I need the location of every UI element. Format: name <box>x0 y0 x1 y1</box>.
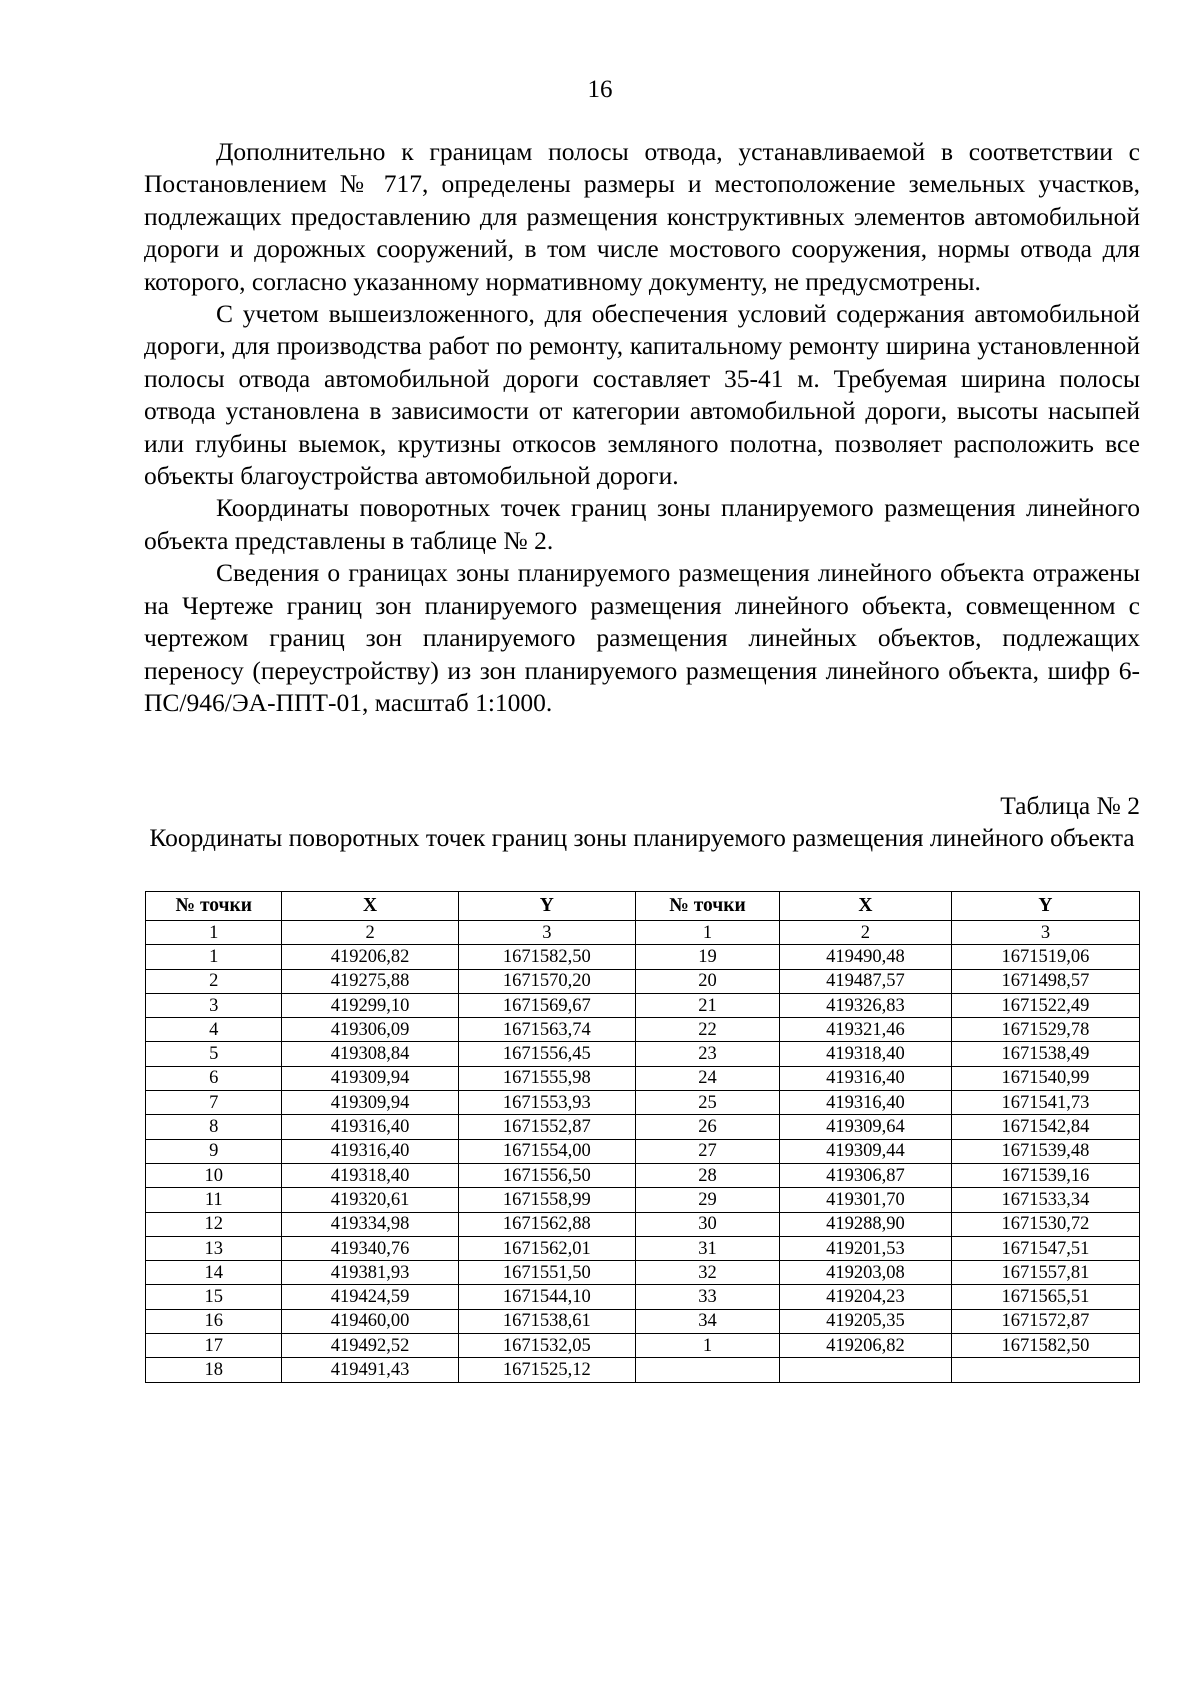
table-cell: 8 <box>146 1115 282 1139</box>
paragraph-coordinates-reference: Координаты поворотных точек границ зоны планируемого размещения линейного объекта представлены в таблице № 2. <box>144 493 1140 555</box>
table-cell: 1671532,05 <box>458 1334 635 1358</box>
table-cell <box>779 1358 951 1382</box>
table-cell: 419309,44 <box>779 1139 951 1163</box>
table-cell: 9 <box>146 1139 282 1163</box>
header-point-number: № точки <box>146 892 282 921</box>
table-cell: 21 <box>635 993 779 1017</box>
table-cell: 31 <box>635 1236 779 1260</box>
table-cell: 419318,40 <box>779 1042 951 1066</box>
table-cell: 12 <box>146 1212 282 1236</box>
table-cell: 419316,40 <box>282 1115 458 1139</box>
table-cell: 1671525,12 <box>458 1358 635 1382</box>
table-cell: 419203,08 <box>779 1261 951 1285</box>
table-cell: 1671547,51 <box>951 1236 1139 1260</box>
table-cell: 419316,40 <box>282 1139 458 1163</box>
paragraph-boundaries: Дополнительно к границам полосы отвода, устанавливаемой в соответствии с Постановлением № 717, определены размеры и местоположение земельных участков, подлежащих предоставлению для размещения конструктивных элементов автомобильной дороги и дорожных сооружений, в том числе мостового сооружения, нормы отвода для которого, согласно указанному нормативному документу, не предусмотрены. <box>144 137 1140 296</box>
table-cell: 1 <box>635 1334 779 1358</box>
table-row <box>146 1139 1140 1163</box>
table-cell: 419206,82 <box>282 945 458 969</box>
column-numbering-row <box>146 921 1140 945</box>
table-cell: 1671538,49 <box>951 1042 1139 1066</box>
table-cell: 1671553,93 <box>458 1091 635 1115</box>
table-cell: 33 <box>635 1285 779 1309</box>
table-cell: 1671529,78 <box>951 1018 1139 1042</box>
table-cell: 1671541,73 <box>951 1091 1139 1115</box>
table-cell: 419334,98 <box>282 1212 458 1236</box>
table-row <box>146 1212 1140 1236</box>
table-cell: 419492,52 <box>282 1334 458 1358</box>
table-cell: 1671582,50 <box>458 945 635 969</box>
table-cell: 1 <box>146 945 282 969</box>
table-row <box>146 945 1140 969</box>
table-cell <box>951 1358 1139 1382</box>
table-row <box>146 1091 1140 1115</box>
table-row <box>146 1309 1140 1333</box>
table-cell: 13 <box>146 1236 282 1260</box>
table-cell: 1 <box>146 921 282 945</box>
table-cell: 32 <box>635 1261 779 1285</box>
table-cell: 1671519,06 <box>951 945 1139 969</box>
table-cell: 20 <box>635 969 779 993</box>
table-cell: 1671565,51 <box>951 1285 1139 1309</box>
table-cell: 419309,94 <box>282 1066 458 1090</box>
table-cell: 16 <box>146 1309 282 1333</box>
table-cell: 419381,93 <box>282 1261 458 1285</box>
table-label: Таблица № 2 <box>1000 791 1140 820</box>
table-cell: 1671551,50 <box>458 1261 635 1285</box>
table-caption: Координаты поворотных точек границ зоны планируемого размещения линейного объекта <box>149 823 1135 852</box>
table-cell: 11 <box>146 1188 282 1212</box>
table-cell: 419309,94 <box>282 1091 458 1115</box>
page-number: 16 <box>587 76 613 103</box>
table-cell: 1671572,87 <box>951 1309 1139 1333</box>
table-cell: 419308,84 <box>282 1042 458 1066</box>
table-cell: 1671538,61 <box>458 1309 635 1333</box>
table-cell: 28 <box>635 1163 779 1187</box>
table-cell: 419487,57 <box>779 969 951 993</box>
table-cell: 18 <box>146 1358 282 1382</box>
table-cell: 29 <box>635 1188 779 1212</box>
table-row <box>146 1261 1140 1285</box>
table-cell: 1671530,72 <box>951 1212 1139 1236</box>
header-x: X <box>282 892 458 921</box>
table-cell: 25 <box>635 1091 779 1115</box>
table-cell: 1671498,57 <box>951 969 1139 993</box>
table-cell: 1671554,00 <box>458 1139 635 1163</box>
table-cell: 15 <box>146 1285 282 1309</box>
table-body <box>146 921 1140 1383</box>
header-y: Y <box>951 892 1139 921</box>
table-cell <box>635 1358 779 1382</box>
table-cell: 1671569,67 <box>458 993 635 1017</box>
body-text <box>144 136 1140 719</box>
table-cell: 3 <box>951 921 1139 945</box>
table-cell: 22 <box>635 1018 779 1042</box>
table-cell: 419275,88 <box>282 969 458 993</box>
table-cell: 3 <box>146 993 282 1017</box>
table-cell: 419299,10 <box>282 993 458 1017</box>
header-point-number: № точки <box>635 892 779 921</box>
table-cell: 1671555,98 <box>458 1066 635 1090</box>
table-cell: 1671556,45 <box>458 1042 635 1066</box>
table-row <box>146 1042 1140 1066</box>
table-cell: 1671562,01 <box>458 1236 635 1260</box>
table-cell: 14 <box>146 1261 282 1285</box>
table-cell: 1671582,50 <box>951 1334 1139 1358</box>
table-cell: 419424,59 <box>282 1285 458 1309</box>
table-cell: 1671533,34 <box>951 1188 1139 1212</box>
table-header-row <box>146 892 1140 921</box>
paragraph-drawing-reference: Сведения о границах зоны планируемого размещения линейного объекта отражены на Чертеже границ зон планируемого размещения линейного объекта, совмещенном с чертежом границ зон планируемого размещения линейных объектов, подлежащих переносу (переустройству) из зон планируемого размещения линейного объекта, шифр 6-ПС/946/ЭА-ППТ-01, масштаб 1:1000. <box>144 558 1140 717</box>
table-cell: 24 <box>635 1066 779 1090</box>
table-cell: 1671540,99 <box>951 1066 1139 1090</box>
header-x: X <box>779 892 951 921</box>
table-cell: 6 <box>146 1066 282 1090</box>
paragraph-right-of-way-width: С учетом вышеизложенного, для обеспечения условий содержания автомобильной дороги, для производства работ по ремонту, капитальному ремонту ширина установленной полосы отвода автомобильной дороги составляет 35-41 м. Требуемая ширина полосы отвода установлена в зависимости от категории автомобильной дороги, высоты насыпей или глубины выемок, крутизны откосов земляного полотна, позволяет расположить все объекты благоустройства автомобильной дороги. <box>144 299 1140 491</box>
table-cell: 1671539,48 <box>951 1139 1139 1163</box>
table-cell: 419316,40 <box>779 1091 951 1115</box>
table-cell: 34 <box>635 1309 779 1333</box>
table-cell: 1671557,81 <box>951 1261 1139 1285</box>
coordinates-table <box>145 891 1140 1383</box>
table-cell: 419288,90 <box>779 1212 951 1236</box>
table-cell: 3 <box>458 921 635 945</box>
table-cell: 419316,40 <box>779 1066 951 1090</box>
table-cell: 419301,70 <box>779 1188 951 1212</box>
table-row <box>146 1018 1140 1042</box>
table-cell: 1671562,88 <box>458 1212 635 1236</box>
table-cell: 419318,40 <box>282 1163 458 1187</box>
table-cell: 26 <box>635 1115 779 1139</box>
table-cell: 19 <box>635 945 779 969</box>
table-row <box>146 969 1140 993</box>
table-cell: 1671556,50 <box>458 1163 635 1187</box>
table-cell: 1671522,49 <box>951 993 1139 1017</box>
table-cell: 1671570,20 <box>458 969 635 993</box>
table-cell: 30 <box>635 1212 779 1236</box>
table-cell: 1671552,87 <box>458 1115 635 1139</box>
table-cell: 419309,64 <box>779 1115 951 1139</box>
table-cell: 1671542,84 <box>951 1115 1139 1139</box>
table-cell: 1671558,99 <box>458 1188 635 1212</box>
table-cell: 419460,00 <box>282 1309 458 1333</box>
table-row <box>146 1066 1140 1090</box>
table-row <box>146 1285 1140 1309</box>
table-cell: 419205,35 <box>779 1309 951 1333</box>
table-cell: 2 <box>146 969 282 993</box>
table-cell: 4 <box>146 1018 282 1042</box>
table-cell: 419340,76 <box>282 1236 458 1260</box>
table-row <box>146 1358 1140 1382</box>
table-row <box>146 993 1140 1017</box>
table-cell: 1671544,10 <box>458 1285 635 1309</box>
table-cell: 419490,48 <box>779 945 951 969</box>
table-cell: 17 <box>146 1334 282 1358</box>
table-cell: 1 <box>635 921 779 945</box>
table-row <box>146 1115 1140 1139</box>
table-row <box>146 1163 1140 1187</box>
header-y: Y <box>458 892 635 921</box>
table-cell: 7 <box>146 1091 282 1115</box>
table-cell: 2 <box>779 921 951 945</box>
table-cell: 23 <box>635 1042 779 1066</box>
table-cell: 2 <box>282 921 458 945</box>
table-cell: 419206,82 <box>779 1334 951 1358</box>
table-row <box>146 1188 1140 1212</box>
table-cell: 419326,83 <box>779 993 951 1017</box>
table-cell: 419306,09 <box>282 1018 458 1042</box>
table-cell: 1671563,74 <box>458 1018 635 1042</box>
table-cell: 419201,53 <box>779 1236 951 1260</box>
table-cell: 419321,46 <box>779 1018 951 1042</box>
table-row <box>146 1236 1140 1260</box>
table-cell: 27 <box>635 1139 779 1163</box>
table-cell: 10 <box>146 1163 282 1187</box>
table-cell: 1671539,16 <box>951 1163 1139 1187</box>
table-row <box>146 1334 1140 1358</box>
table-cell: 419320,61 <box>282 1188 458 1212</box>
table-cell: 5 <box>146 1042 282 1066</box>
table-cell: 419204,23 <box>779 1285 951 1309</box>
table-cell: 419491,43 <box>282 1358 458 1382</box>
table-cell: 419306,87 <box>779 1163 951 1187</box>
